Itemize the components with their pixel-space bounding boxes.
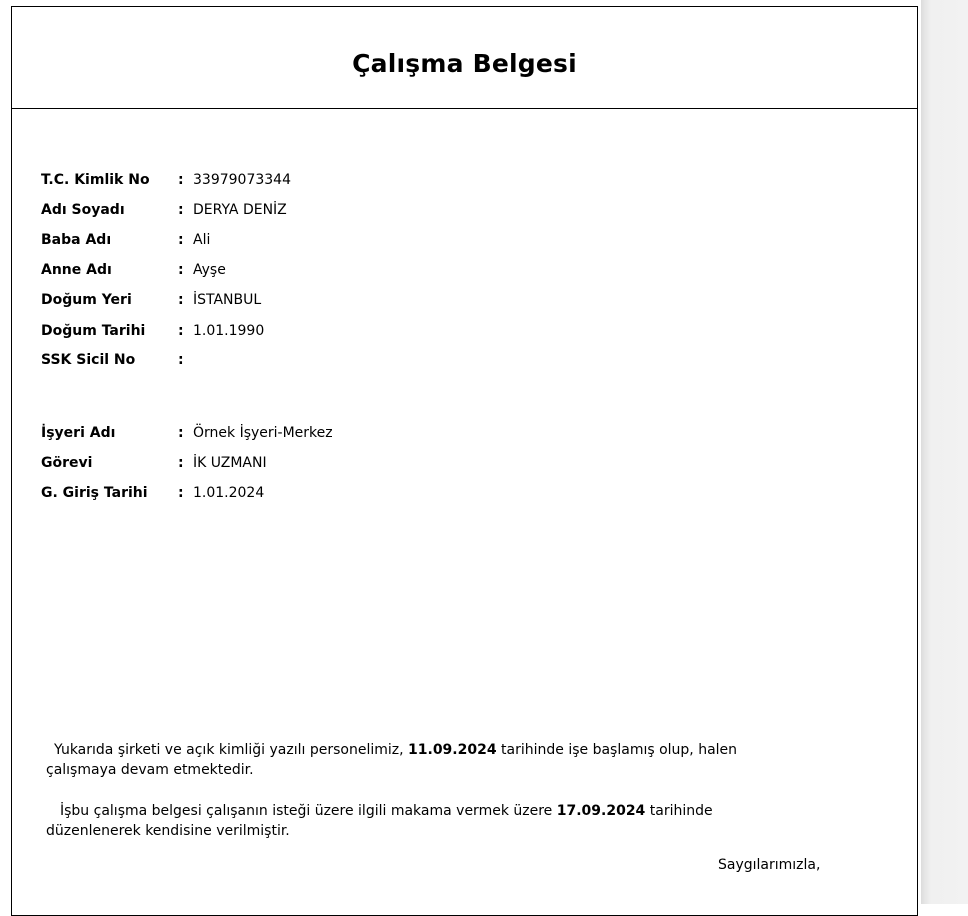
document-header [12, 7, 917, 109]
field-colon: : [178, 262, 184, 278]
field-label: SSK Sicil No [41, 352, 136, 368]
field-row-dogum-yeri [41, 290, 261, 310]
field-label: Doğum Tarihi [41, 323, 146, 339]
field-row-isyeri-adi [41, 423, 333, 443]
field-colon: : [178, 292, 184, 308]
viewer-gutter [921, 0, 968, 904]
field-row-gorevi [41, 453, 267, 473]
field-row-adi-soyadi [41, 200, 287, 220]
paragraph-text: tarihinde düzenlenerek kendisine verilmiştir. [46, 803, 713, 839]
field-colon: : [178, 455, 184, 471]
field-value: DERYA DENİZ [193, 202, 287, 218]
field-colon: : [178, 172, 184, 188]
field-value: Ali [193, 232, 211, 248]
field-row-dogum-tarihi [41, 321, 264, 341]
field-value: İSTANBUL [193, 292, 262, 308]
field-label: İşyeri Adı [41, 425, 116, 441]
start-date: 11.09.2024 [408, 742, 497, 758]
field-value: İK UZMANI [193, 455, 267, 471]
field-value: 1.01.2024 [193, 485, 265, 501]
paragraph-text: İşbu çalışma belgesi çalışanın isteği üzere ilgili makama vermek üzere [60, 803, 557, 819]
field-colon: : [178, 202, 184, 218]
field-label: Baba Adı [41, 232, 112, 248]
field-row-giris-tarihi [41, 483, 264, 503]
issue-date: 17.09.2024 [556, 803, 646, 819]
field-row-anne-adi [41, 260, 226, 280]
paragraph-text: tarihinde işe başlamış olup, halen çalışmaya devam etmektedir. [46, 742, 738, 778]
field-row-ssk-sicil-no [41, 350, 193, 370]
closing-salutation: Saygılarımızla, [718, 857, 821, 873]
field-label: Doğum Yeri [41, 292, 132, 308]
statement-paragraph-issue [46, 801, 806, 841]
field-value: Ayşe [193, 262, 226, 278]
document-title: Çalışma Belgesi [352, 49, 577, 78]
field-row-baba-adi [41, 230, 210, 250]
field-colon: : [178, 425, 184, 441]
field-row-tc-kimlik-no [41, 170, 291, 190]
field-label: Görevi [41, 455, 93, 471]
field-colon: : [178, 323, 184, 339]
field-colon: : [178, 232, 184, 248]
field-label: Anne Adı [41, 262, 112, 278]
field-label: Adı Soyadı [41, 202, 125, 218]
field-label: G. Giriş Tarihi [41, 485, 148, 501]
field-value: 1.01.1990 [193, 323, 265, 339]
field-colon: : [178, 352, 184, 368]
field-colon: : [178, 485, 184, 501]
paragraph-text: Yukarıda şirketi ve açık kimliği yazılı personelimiz, [54, 742, 409, 758]
document-page [11, 6, 918, 916]
field-value: Örnek İşyeri-Merkez [193, 425, 333, 441]
field-label: T.C. Kimlik No [41, 172, 150, 188]
field-value: 33979073344 [193, 172, 291, 188]
statement-paragraph-start [46, 740, 806, 780]
